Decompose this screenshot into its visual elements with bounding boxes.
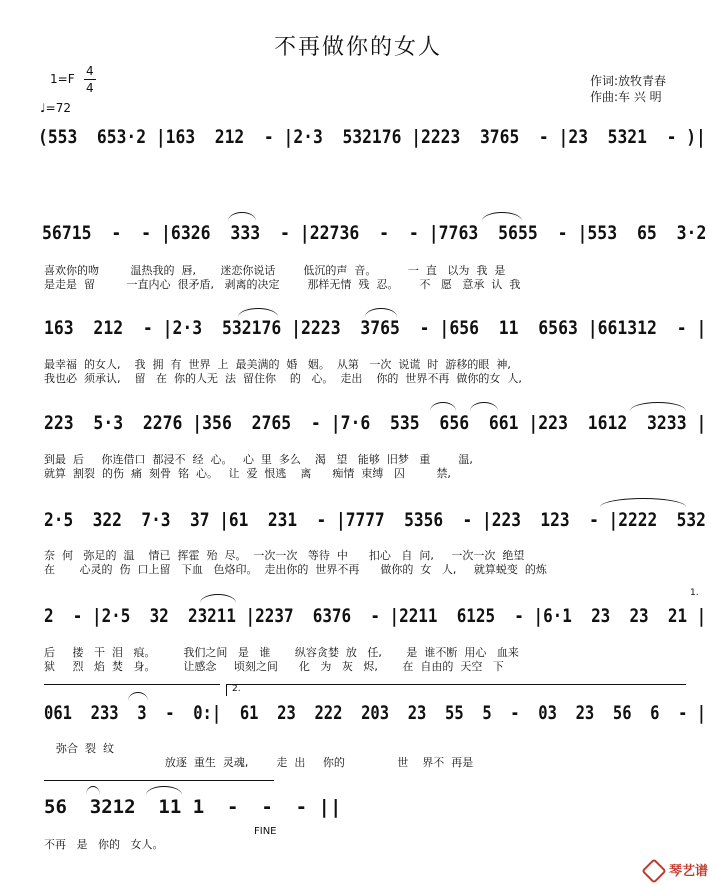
lyricist-credit: 作词:放牧青春: [590, 74, 667, 88]
notation-row-1: (553 653·2 |163 212 - |2·3 532176 |2223 3765 - |23 5321 - )|: [38, 126, 706, 148]
qinyipu-logo: [645, 860, 708, 881]
lyric-row-6-verse-1: 后 搂 干 泪 痕。 我们之间 是 谁 纵容贪婪 放 任, 是 谁不断 用心 血来: [44, 646, 519, 659]
volta-2-bracket: [226, 684, 686, 685]
slur-mark: [128, 692, 148, 701]
composer-credit: 作曲:车 兴 明: [590, 90, 662, 104]
notation-row-2: 56715 - - |6326 333 - |22736 - - |7763 5655 - |553 65 3·2: [42, 222, 707, 244]
volta-2-label: 2.: [232, 684, 241, 694]
coda-bracket: [44, 780, 274, 781]
slur-mark: [470, 402, 498, 411]
slur-mark: [365, 308, 397, 317]
notation-row-3: 163 212 - |2·3 532176 |2223 3765 - |656 11 6563 |661312 - |: [44, 317, 707, 339]
fine-marking: FINE: [254, 826, 277, 837]
lyric-row-4-verse-2: 就算 割裂 的伤 痛 刻骨 铭 心。 让 爱 恨逃 离 痴情 束缚 囚 禁,: [44, 467, 451, 480]
slur-mark: [146, 786, 182, 795]
volta-2-bracket-start: [226, 684, 227, 696]
logo-text: 琴艺谱: [668, 863, 708, 879]
volta-1-label: 1.: [690, 588, 699, 598]
volta-1-bracket: [44, 684, 220, 685]
slur-mark: [228, 212, 256, 221]
lyric-row-4-verse-1: 到最 后 你连借口 都浸不 经 心。 心 里 多么 渴 望 能够 旧梦 重 温,: [44, 453, 473, 466]
tempo-marking: ♩=72: [40, 101, 71, 115]
lyric-row-5-verse-2: 在 心灵的 伤 口上留 下血 色烙印。 走出你的 世界不再 做你的 女 人, 就算蜕变 的炼: [44, 563, 547, 576]
slur-mark: [200, 594, 236, 603]
slur-mark: [630, 402, 686, 411]
lyric-row-7-verse-2: 放逐 重生 灵魂, 走 出 你的 世 界不 再是: [60, 756, 474, 769]
lyric-row-8-verse-1: 不再 是 你的 女人。: [44, 838, 164, 851]
notation-row-6: 2 - |2·5 32 23211 |2237 6376 - |2211 6125 - |6·1 23 23 21 |: [44, 605, 707, 627]
notation-row-7: 061 233 3 - 0:| 61 23 222 203 23 55 5 - 03 23 56 6 - |: [44, 702, 707, 724]
key-signature: 1=F: [50, 72, 75, 86]
slur-mark: [600, 498, 686, 507]
slur-mark: [430, 402, 456, 411]
lyric-row-7-verse-1: 弥合 裂 纹: [56, 742, 114, 755]
lyric-row-2-verse-1: 喜欢你的吻 温热我的 唇, 迷恋你说话 低沉的声 音。 一 直 以为 我 是: [44, 264, 506, 277]
lyric-row-3-verse-2: 我也必 须承认, 留 在 你的人无 法 留住你 的 心。 走出 你的 世界不再 做你的女 人,: [44, 372, 522, 385]
lyric-row-3-verse-1: 最幸福 的女人, 我 拥 有 世界 上 最美满的 婚 姻。 从第 一次 说谎 时 游移的眼 神,: [44, 358, 511, 371]
notation-row-5: 2·5 322 7·3 37 |61 231 - |7777 5356 - |223 123 - |2222 532: [44, 509, 706, 531]
slur-mark: [238, 308, 278, 317]
time-signature-bottom: 4: [86, 81, 94, 95]
time-signature-top: 4: [86, 64, 94, 78]
song-title: 不再做你的女人: [273, 35, 442, 60]
lyric-row-5-verse-1: 奈 何 弥足的 温 情已 挥霍 殆 尽。 一次一次 等待 中 扣心 自 问, 一次一次 绝望: [44, 549, 525, 562]
lyric-row-2-verse-2: 是走是 留 一直内心 很矛盾, 剥离的决定 那样无情 残 忍。 不 愿 意承 认 我: [44, 278, 521, 291]
lyric-row-6-verse-2: 狱 烈 焰 焚 身。 让感念 顷刻之间 化 为 灰 烬, 在 自由的 天空 下: [44, 660, 504, 673]
time-signature-line: [84, 79, 96, 80]
logo-icon: [641, 858, 666, 883]
slur-mark: [86, 786, 100, 795]
slur-mark: [482, 212, 522, 221]
notation-row-4: 223 5·3 2276 |356 2765 - |7·6 535 656 661 |223 1612 3233 |: [44, 412, 707, 434]
notation-row-8: 56 3212 11 1 - - - ||: [44, 796, 342, 818]
